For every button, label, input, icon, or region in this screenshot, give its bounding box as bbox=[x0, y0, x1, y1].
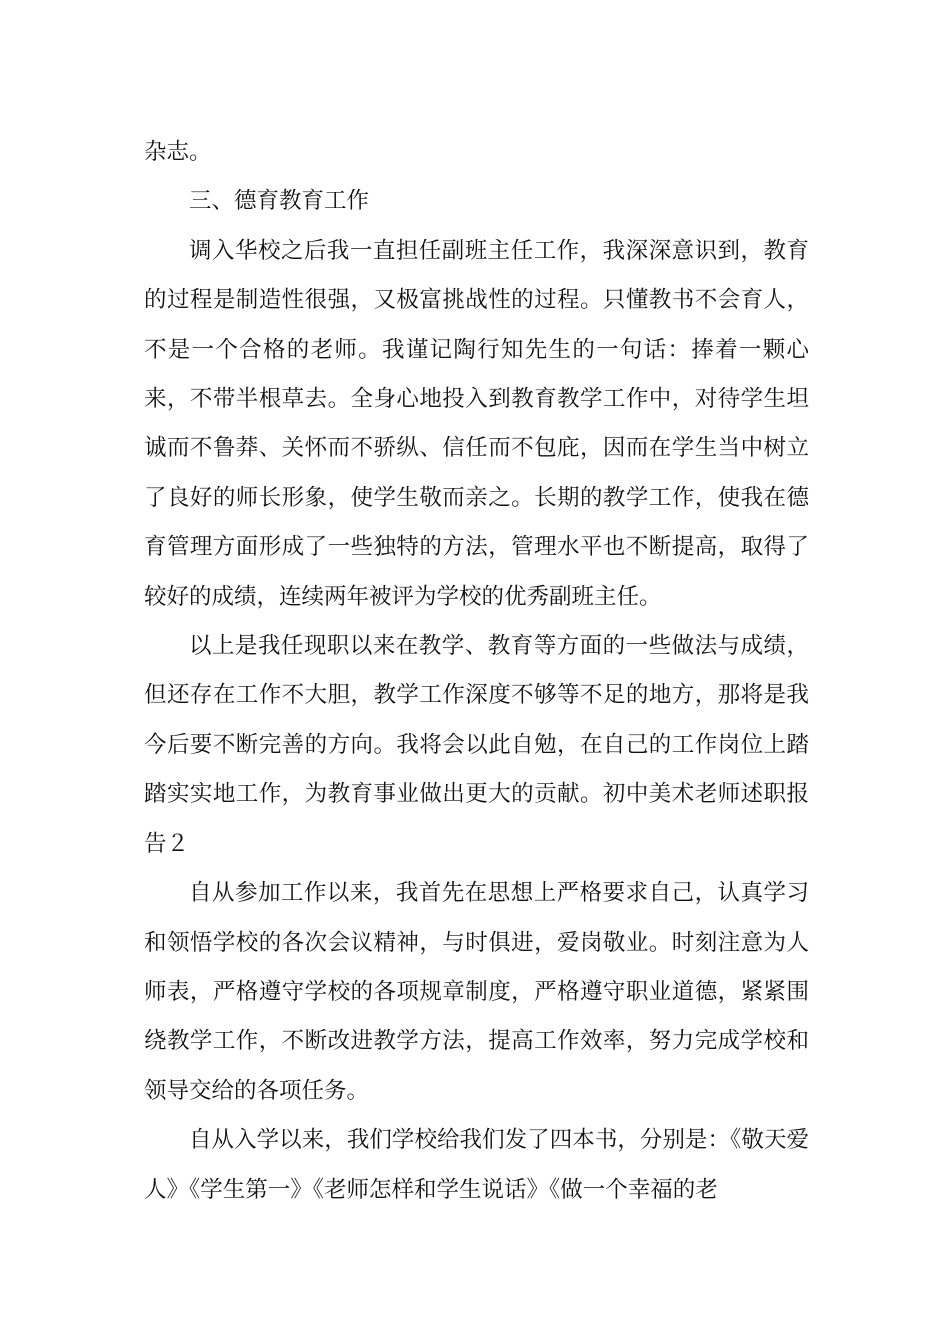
section-heading: 三、德育教育工作 bbox=[189, 188, 370, 215]
paragraph-books: 自从入学以来，我们学校给我们发了四本书，分别是：《敬天爱人》《学生第一》《老师怎样和学生说话》《做一个幸福的老 bbox=[144, 1127, 809, 1203]
paragraph-moral-education: 调入华校之后我一直担任副班主任工作，我深深意识到，教育的过程是制造性很强，又极富挑战性的过程。只懂教书不会育人，不是一个合格的老师。我谨记陶行知先生的一句话：捧着一颗心来，不带半根草去。全身心地投入到教育教学工作中，对待学生坦诚而不鲁莽、关怀而不骄纵、信任而不包庇，因而在学生当中树立了良好的师长形象，使学生敬而亲之。长期的教学工作，使我在德育管理方面形成了一些独特的方法，管理水平也不断提高，取得了较好的成绩，连续两年被评为学校的优秀副班主任。 bbox=[144, 237, 809, 610]
paragraph-continuation: 杂志。 bbox=[144, 139, 212, 165]
paragraph-work-attitude: 自从参加工作以来，我首先在思想上严格要求自己，认真学习和领悟学校的各次会议精神，与时俱进，爱岗敬业。时刻注意为人师表，严格遵守学校的各项规章制度，严格遵守职业道德，紧紧围绕教学工作，不断改进教学方法，提高工作效率，努力完成学校和领导交给的各项任务。 bbox=[144, 880, 809, 1104]
paragraph-summary: 以上是我任现职以来在教学、教育等方面的一些做法与成绩，但还存在工作不大胆，教学工作深度不够等不足的地方，那将是我今后要不断完善的方向。我将会以此自勉，在自己的工作岗位上踏踏实实地工作，为教育事业做出更大的贡献。初中美术老师述职报告２ bbox=[144, 633, 809, 857]
document-body bbox=[144, 128, 809, 1215]
